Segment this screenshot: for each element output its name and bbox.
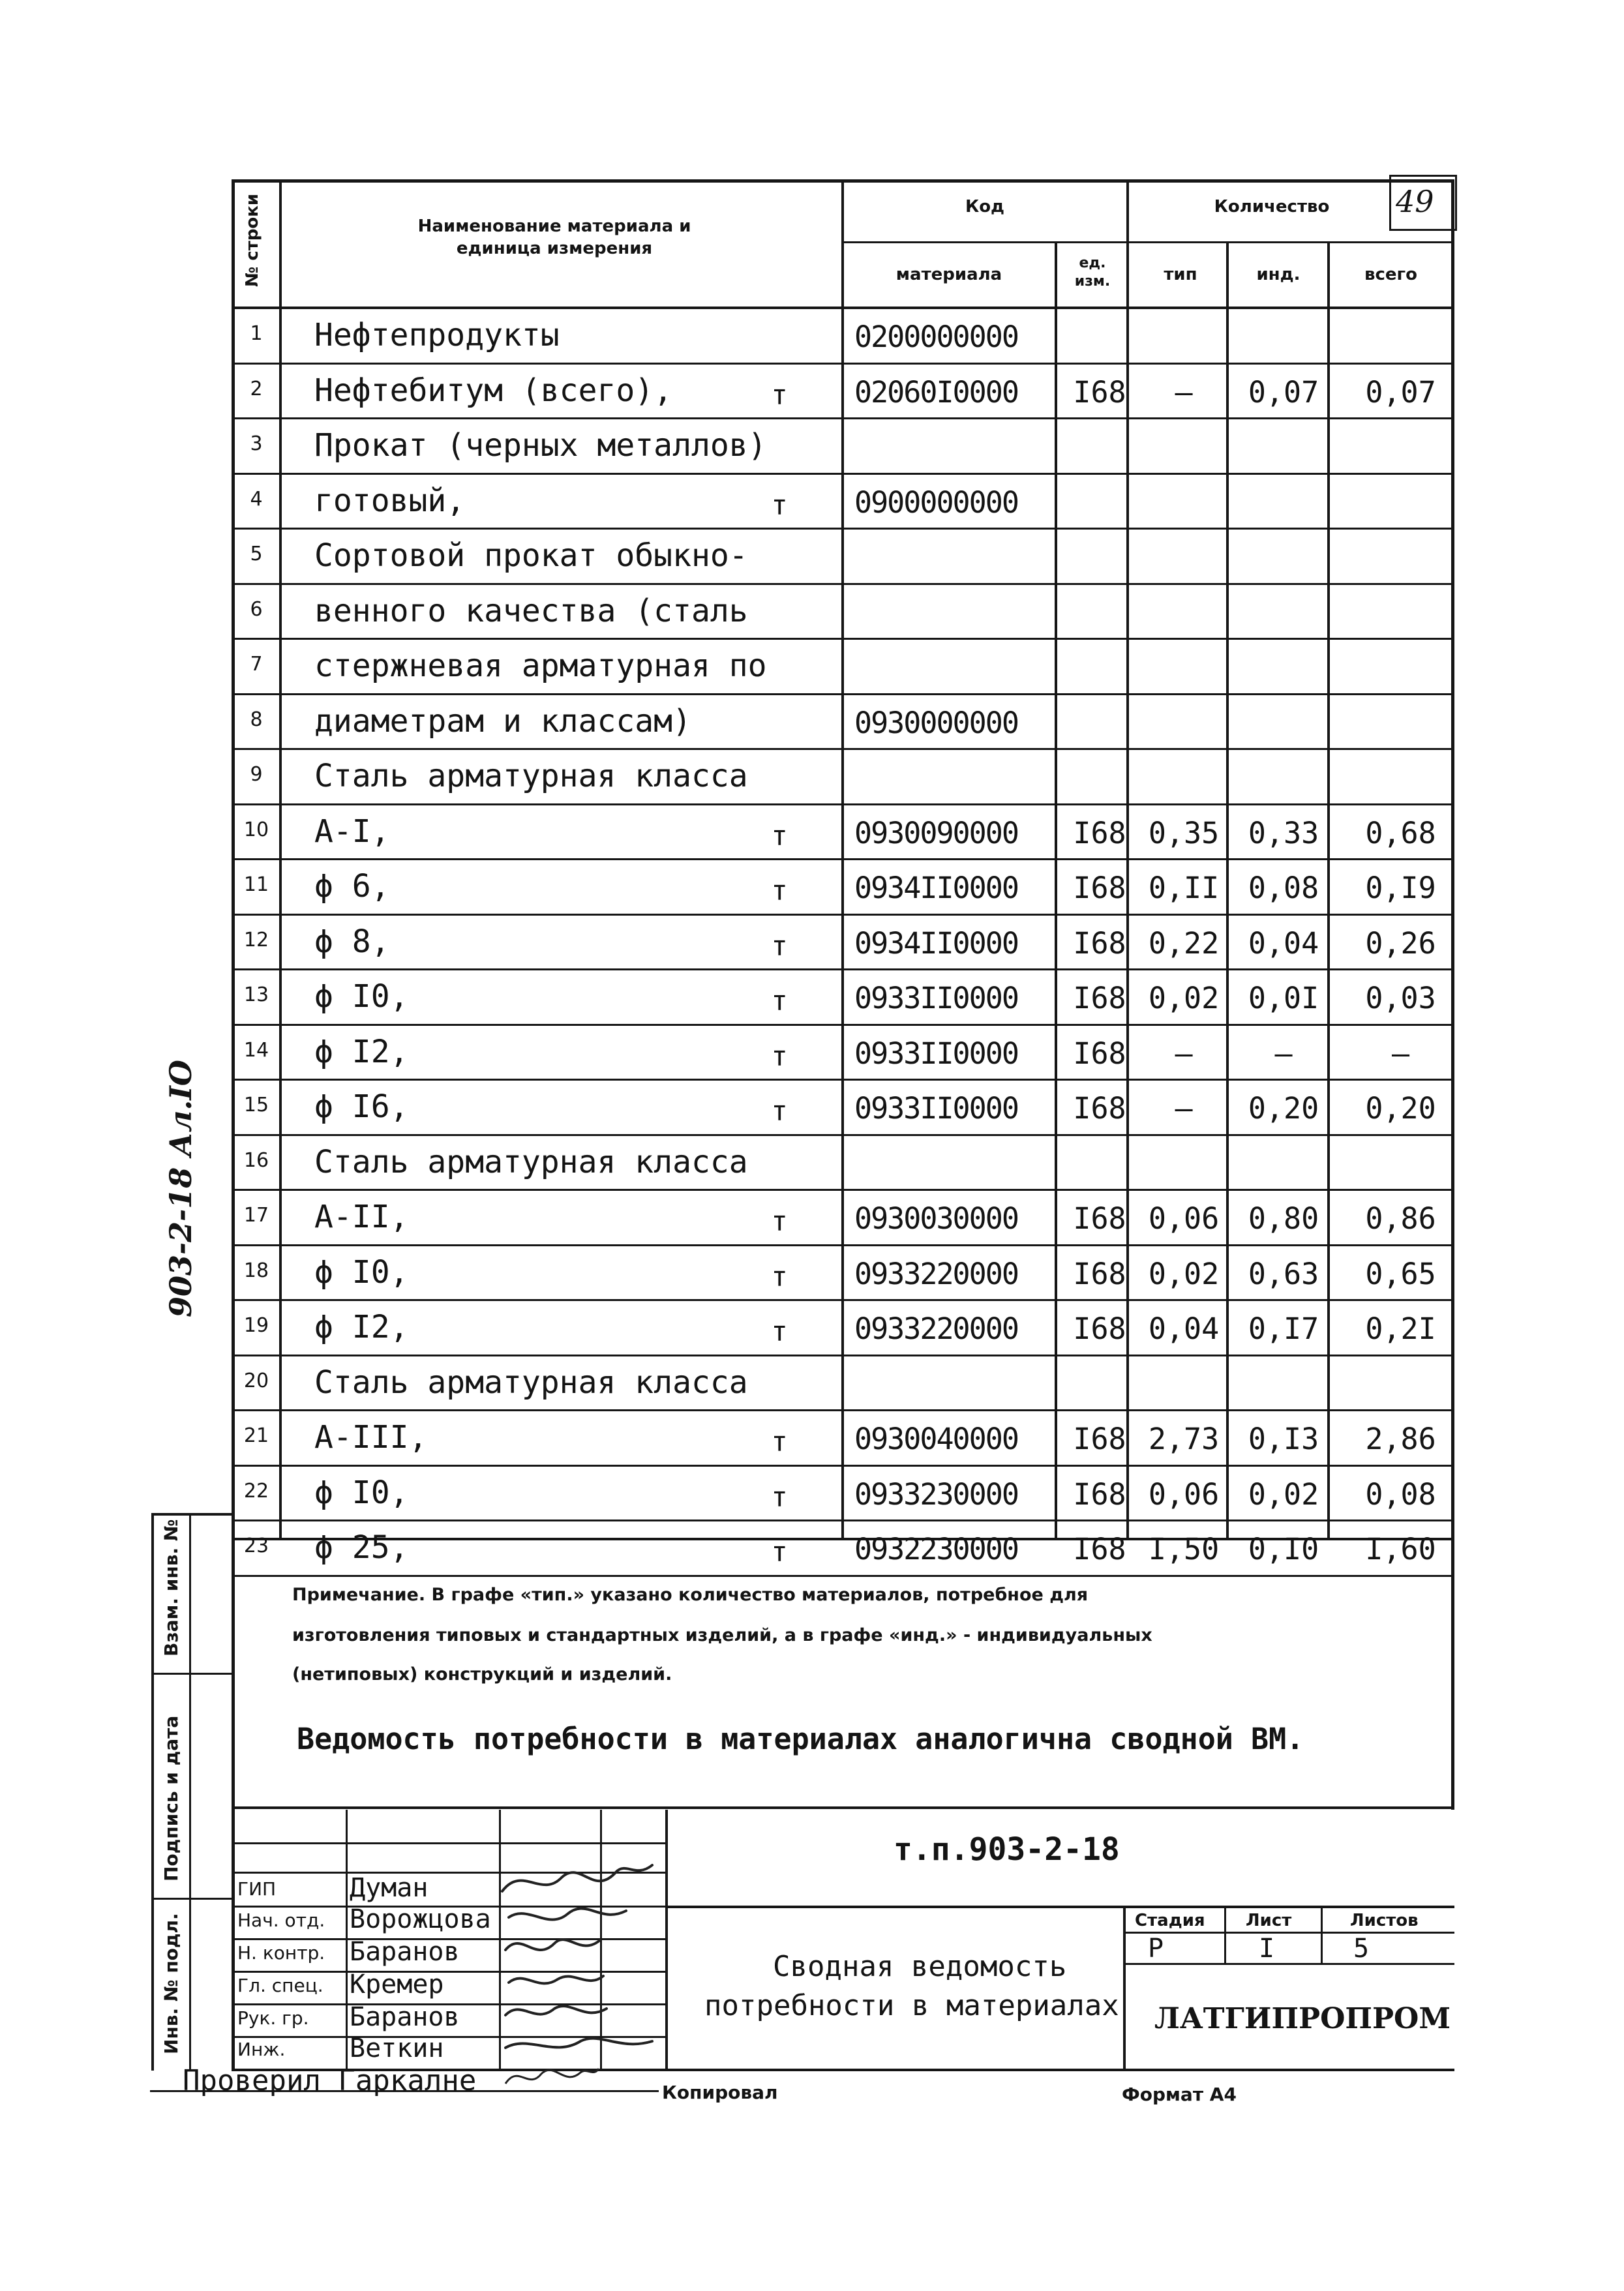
- material-unit: т: [771, 929, 788, 962]
- material-code: 0930030000: [854, 1201, 1018, 1236]
- material-name: диаметрам и классам): [314, 702, 691, 740]
- header-row-no: № строки: [243, 193, 262, 287]
- qty-total: 0,08: [1365, 1476, 1436, 1512]
- material-code: 0933II0000: [854, 1036, 1018, 1071]
- material-name: Сталь арматурная класса: [314, 1364, 748, 1401]
- qty-ind: 0,08: [1248, 871, 1319, 905]
- footer-copied: Копировал: [662, 2082, 778, 2103]
- row-number: 5: [250, 543, 263, 565]
- material-name: Сталь арматурная класса: [314, 1143, 748, 1180]
- qty-tip: 0,II: [1148, 871, 1220, 905]
- row-number: 10: [243, 818, 269, 841]
- person-role: Инж.: [237, 2039, 286, 2060]
- material-name: ϕ I0,: [314, 1253, 409, 1291]
- material-name: Нефтебитум (всего),: [314, 372, 673, 409]
- person-name: Кремер: [350, 1969, 444, 1999]
- unit-code: I68: [1073, 1532, 1126, 1566]
- material-name: А-I,: [314, 813, 390, 850]
- material-name: Сортовой прокат обыкно-: [314, 537, 748, 574]
- material-name: ϕ 8,: [314, 923, 390, 960]
- material-unit: т: [771, 1095, 788, 1127]
- header-q-total: всего: [1364, 265, 1417, 284]
- qty-ind: 0,02: [1248, 1476, 1319, 1512]
- material-unit: т: [771, 1480, 788, 1513]
- qty-tip: 0,22: [1148, 925, 1220, 961]
- margin-vzam: Взам. инв. №: [160, 1519, 182, 1656]
- material-code: 0933230000: [854, 1476, 1018, 1512]
- qty-total: 2,86: [1365, 1422, 1436, 1456]
- organization: ЛАТГИПРОПРОМ: [1154, 2002, 1451, 2035]
- material-code: 0934II0000: [854, 871, 1018, 905]
- row-number: 14: [243, 1038, 269, 1062]
- material-unit: т: [771, 985, 788, 1017]
- person-role: ГИП: [237, 1878, 277, 1900]
- material-code: 0933220000: [854, 1256, 1018, 1291]
- signatures: [496, 1852, 672, 2067]
- qty-ind: 0,33: [1248, 815, 1319, 850]
- qty-tip: I,50: [1148, 1532, 1220, 1566]
- note-line-3: (нетиповых) конструкций и изделий.: [292, 1664, 672, 1685]
- qty-tip: 0,35: [1148, 815, 1220, 850]
- material-unit: т: [771, 1426, 788, 1458]
- stage-value: Р: [1148, 1934, 1164, 1964]
- note-line-1: Примечание. В графе «тип.» указано количество материалов, потребное для: [292, 1585, 1089, 1605]
- unit-code: I68: [1073, 815, 1126, 850]
- header-code-material: материала: [895, 265, 1002, 284]
- title-line-1: Сводная ведомость: [773, 1950, 1067, 1983]
- sheet-value: I: [1259, 1934, 1275, 1964]
- material-code: 0900000000: [854, 485, 1018, 520]
- qty-tip: –: [1175, 374, 1193, 410]
- material-unit: т: [771, 1040, 788, 1072]
- row-number: 17: [243, 1204, 269, 1227]
- row-number: 2: [250, 377, 263, 400]
- material-name: А-II,: [314, 1199, 409, 1235]
- unit-code: I68: [1073, 1422, 1126, 1456]
- title-line-2: потребности в материалах: [704, 1989, 1119, 2022]
- row-number: 3: [250, 432, 263, 455]
- material-code: 0933II0000: [854, 981, 1018, 1015]
- unit-code: I68: [1073, 1476, 1126, 1512]
- person-role: Рук. гр.: [237, 2007, 309, 2029]
- qty-total: 0,86: [1365, 1201, 1436, 1236]
- qty-ind: 0,I0: [1248, 1532, 1319, 1566]
- person-name: Баранов: [350, 2002, 460, 2032]
- material-code: 0933II0000: [854, 1091, 1018, 1126]
- page-number: 49: [1396, 184, 1434, 219]
- qty-total: 0,26: [1365, 925, 1436, 961]
- material-name: стержневая арматурная по: [314, 648, 767, 684]
- footer-format: Формат А4: [1122, 2084, 1237, 2105]
- header-code-unit: ед. изм.: [1074, 255, 1111, 290]
- qty-tip: 0,02: [1148, 981, 1220, 1015]
- margin-inv: Инв. № подл.: [160, 1913, 182, 2054]
- material-name: ϕ 25,: [314, 1529, 409, 1566]
- material-code: 0933220000: [854, 1311, 1018, 1346]
- material-code: 0930040000: [854, 1422, 1018, 1456]
- sheets-value: 5: [1353, 1934, 1370, 1964]
- note-line-2: изготовления типовых и стандартных изделий, а в графе «инд.» - индивидуальных: [292, 1625, 1152, 1645]
- qty-total: 0,2I: [1365, 1311, 1436, 1346]
- row-number: 16: [243, 1148, 269, 1172]
- person-name: Думан: [350, 1873, 429, 1903]
- row-number: 9: [250, 763, 263, 786]
- qty-tip: 0,04: [1148, 1311, 1220, 1346]
- row-number: 15: [243, 1094, 269, 1116]
- project-number: т.п.903-2-18: [894, 1831, 1120, 1868]
- qty-ind: 0,80: [1248, 1201, 1319, 1236]
- unit-code: I68: [1073, 925, 1126, 961]
- material-code: 0932230000: [854, 1532, 1018, 1566]
- person-role: Гл. спец.: [237, 1975, 323, 1996]
- qty-tip: 0,06: [1148, 1201, 1220, 1236]
- row-number: 1: [250, 322, 263, 345]
- material-unit: т: [771, 488, 788, 521]
- material-unit: т: [771, 1260, 788, 1293]
- unit-code: I68: [1073, 1036, 1126, 1071]
- unit-code: I68: [1073, 1091, 1126, 1126]
- qty-ind: 0,I3: [1248, 1422, 1319, 1456]
- person-name: Веткин: [350, 2033, 444, 2063]
- material-unit: т: [771, 1315, 788, 1347]
- row-number: 19: [243, 1314, 269, 1337]
- material-name: ϕ 6,: [314, 868, 390, 905]
- qty-total: 0,07: [1365, 374, 1436, 410]
- header-q-ind: инд.: [1256, 265, 1301, 284]
- header-code: Код: [965, 197, 1005, 217]
- person-role: Нач. отд.: [237, 1909, 325, 1931]
- qty-ind: 0,20: [1248, 1091, 1319, 1126]
- qty-tip: –: [1175, 1036, 1193, 1071]
- sheet-label: Лист: [1246, 1911, 1292, 1930]
- material-code: 0934II0000: [854, 925, 1018, 961]
- qty-total: 0,I9: [1365, 871, 1436, 905]
- qty-tip: 0,02: [1148, 1256, 1220, 1291]
- qty-total: –: [1391, 1036, 1410, 1071]
- qty-tip: –: [1175, 1091, 1193, 1126]
- footer-checked: Проверил Гаркалне: [183, 2064, 477, 2097]
- margin-podpis: Подпись и дата: [160, 1715, 182, 1881]
- material-unit: т: [771, 1536, 788, 1568]
- row-number: 8: [250, 708, 263, 731]
- side-stamp: 903-2-18 Ал.IO: [163, 1060, 198, 1317]
- unit-code: I68: [1073, 981, 1126, 1015]
- row-number: 11: [243, 873, 269, 896]
- unit-code: I68: [1073, 1256, 1126, 1291]
- sheets-label: Листов: [1350, 1911, 1419, 1930]
- material-unit: т: [771, 875, 788, 906]
- row-number: 12: [243, 928, 269, 951]
- person-name: Баранов: [350, 1937, 460, 1967]
- qty-tip: 0,06: [1148, 1476, 1220, 1512]
- material-name: венного качества (сталь: [314, 592, 748, 629]
- unit-code: I68: [1073, 1311, 1126, 1346]
- row-number: 21: [243, 1424, 269, 1447]
- material-name: готовый,: [314, 482, 466, 519]
- note-statement: Ведомость потребности в материалах аналогична сводной ВМ.: [297, 1722, 1304, 1756]
- qty-total: 0,03: [1365, 981, 1436, 1015]
- material-unit: т: [771, 378, 788, 411]
- checked-signature: [502, 2061, 600, 2093]
- row-number: 20: [243, 1369, 269, 1392]
- row-number: 4: [250, 487, 263, 511]
- material-name: Сталь арматурная класса: [314, 758, 748, 794]
- row-number: 6: [250, 597, 263, 621]
- header-q-tip: тип: [1164, 265, 1197, 284]
- row-number: 23: [243, 1535, 269, 1557]
- material-name: ϕ I0,: [314, 978, 409, 1015]
- qty-total: 0,68: [1365, 815, 1436, 850]
- qty-ind: –: [1274, 1036, 1293, 1071]
- row-number: 13: [243, 983, 269, 1006]
- material-code: 0930090000: [854, 815, 1018, 850]
- material-unit: т: [771, 1205, 788, 1237]
- qty-total: 0,20: [1365, 1091, 1436, 1126]
- material-name: ϕ I2,: [314, 1033, 409, 1070]
- qty-total: I,60: [1365, 1532, 1436, 1566]
- qty-ind: 0,07: [1248, 374, 1319, 410]
- qty-total: 0,65: [1365, 1256, 1436, 1291]
- material-code: 02060I0000: [854, 374, 1018, 410]
- person-role: Н. контр.: [237, 1942, 325, 1964]
- unit-code: I68: [1073, 871, 1126, 905]
- header-name: Наименование материала и единица измерения: [417, 217, 691, 258]
- qty-ind: 0,63: [1248, 1256, 1319, 1291]
- unit-code: I68: [1073, 1201, 1126, 1236]
- material-code: 0200000000: [854, 320, 1018, 354]
- material-name: ϕ I2,: [314, 1309, 409, 1345]
- header-quantity: Количество: [1214, 197, 1330, 217]
- material-name: Нефтепродукты: [314, 317, 560, 353]
- qty-ind: 0,0I: [1248, 981, 1319, 1015]
- material-name: ϕ I0,: [314, 1474, 409, 1511]
- unit-code: I68: [1073, 374, 1126, 410]
- person-name: Ворожцова: [350, 1904, 491, 1934]
- material-code: 0930000000: [854, 705, 1018, 740]
- material-unit: т: [771, 819, 788, 852]
- material-name: Прокат (черных металлов): [314, 427, 767, 464]
- row-number: 7: [250, 653, 263, 676]
- row-number: 22: [243, 1479, 269, 1503]
- qty-ind: 0,I7: [1248, 1311, 1319, 1346]
- row-number: 18: [243, 1259, 269, 1282]
- qty-ind: 0,04: [1248, 925, 1319, 961]
- material-name: ϕ I6,: [314, 1088, 409, 1125]
- stage-label: Стадия: [1135, 1911, 1205, 1930]
- qty-tip: 2,73: [1148, 1422, 1220, 1456]
- material-name: А-III,: [314, 1419, 428, 1456]
